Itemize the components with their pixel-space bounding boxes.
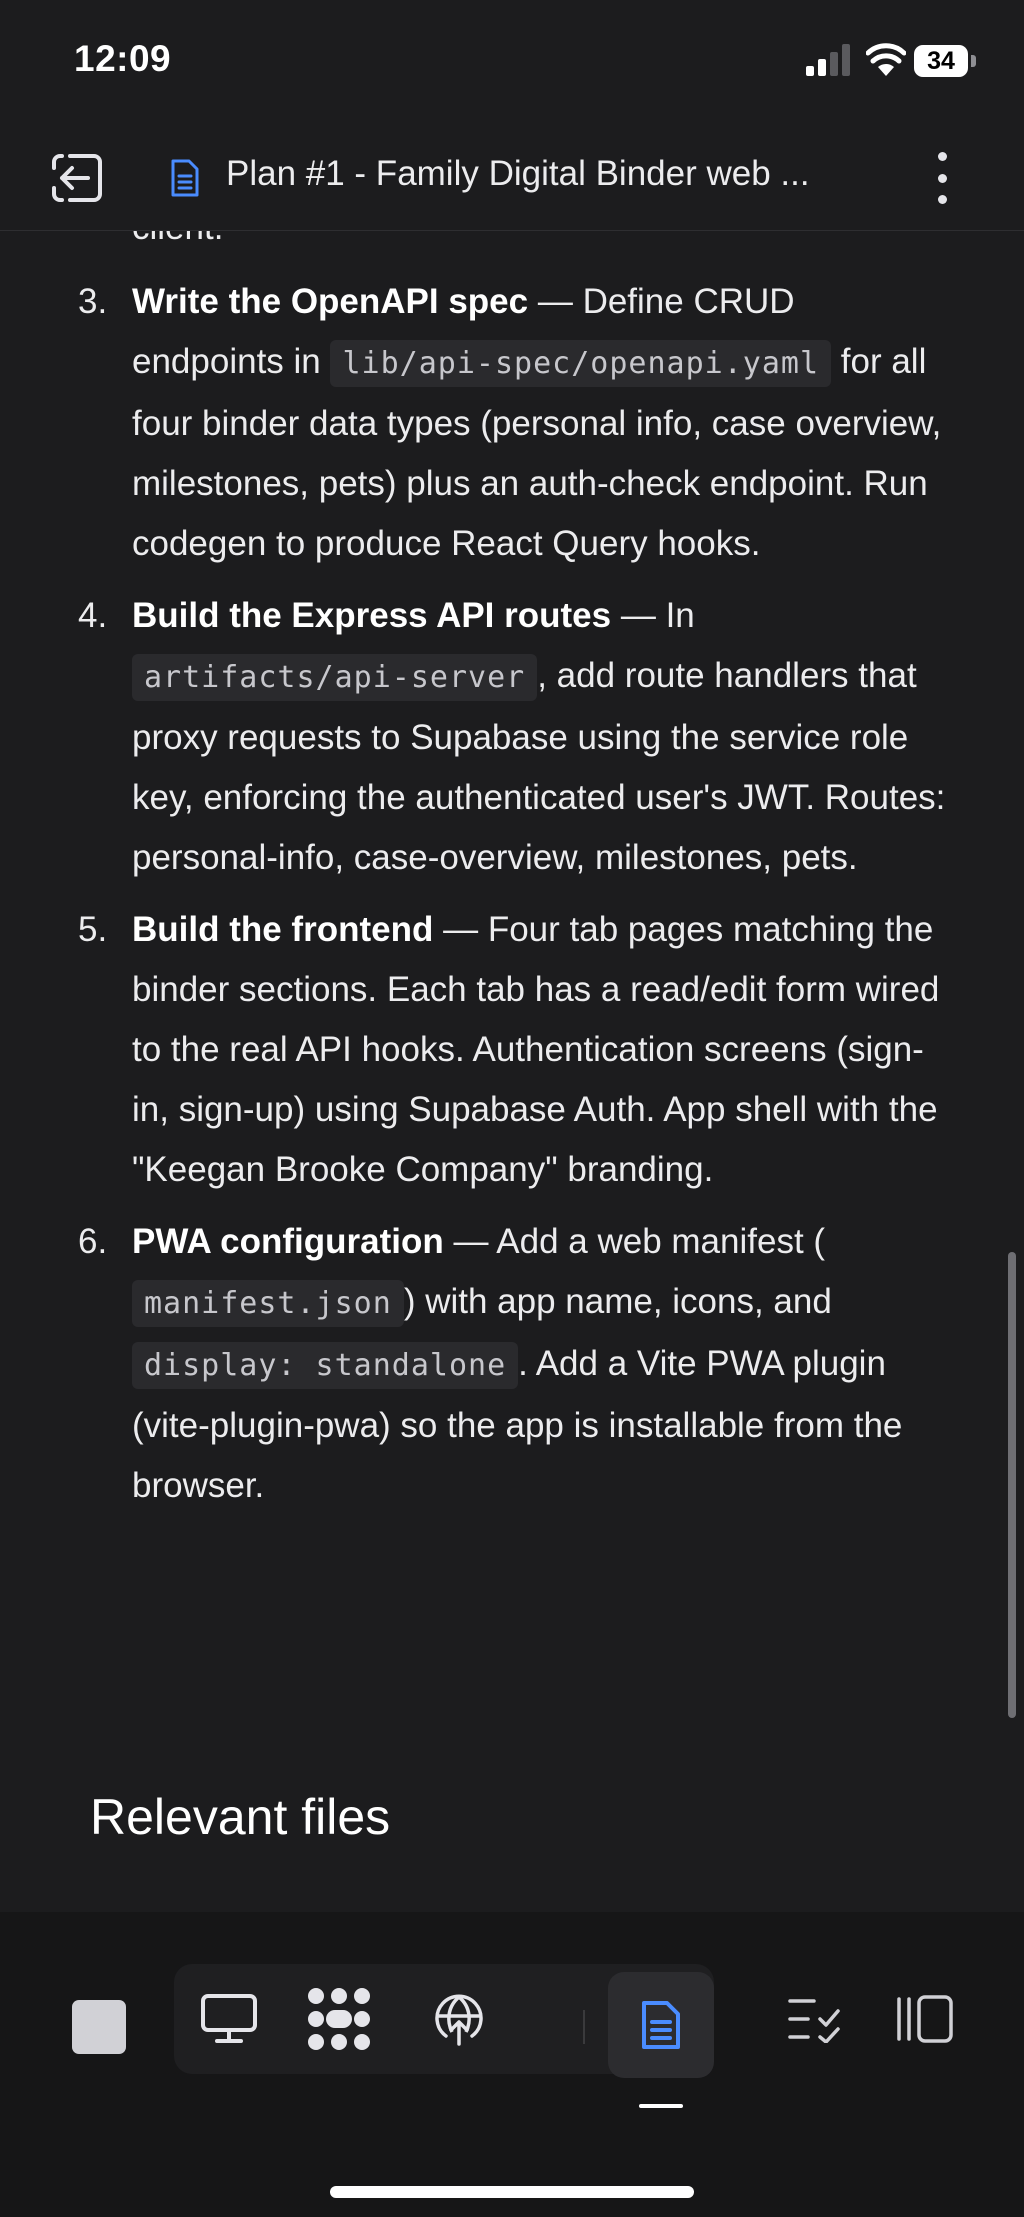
home-indicator [330, 2186, 694, 2198]
status-bar [0, 0, 1024, 118]
step-number: 6. [78, 1222, 108, 1261]
step-text: , add route handlers that proxy requests to Supabase using the service role key, enforcing the authenticated user's JWT. Routes: personal-info, case-overview, milestones, pets. [132, 656, 946, 877]
page-title[interactable]: Plan #1 - Family Digital Binder web ... [226, 154, 810, 193]
stop-button[interactable] [72, 2000, 126, 2054]
checklist-icon [786, 1995, 844, 2043]
inline-code: lib/api-spec/openapi.yaml [330, 340, 831, 387]
tab-preview[interactable] [174, 1964, 284, 2074]
step-title: Build the Express API routes [132, 596, 612, 635]
workflows-icon [306, 1986, 372, 2052]
active-tab-indicator [639, 2104, 683, 2108]
step-title: Write the OpenAPI spec [132, 282, 529, 321]
plan-content[interactable] [0, 200, 1024, 1910]
tab-workflows[interactable] [284, 1964, 394, 2074]
tab-panels[interactable] [870, 1964, 980, 2074]
list-item [0, 900, 952, 1200]
step-separator: — [528, 282, 583, 321]
bottom-toolbar [0, 1912, 1024, 2217]
more-dot [938, 195, 947, 204]
step-separator: — [443, 1222, 497, 1261]
wifi-icon [866, 42, 906, 76]
step-text: . Add a Vite PWA plugin (vite-plugin-pwa) so the app is installable from the browser. [132, 1344, 903, 1505]
step-title: PWA configuration [132, 1222, 444, 1261]
exit-button[interactable] [48, 150, 104, 206]
step-number: 5. [78, 910, 108, 949]
step-title: Build the frontend [132, 910, 434, 949]
step-number: 3. [78, 282, 108, 321]
more-dot [938, 174, 947, 183]
more-options-button[interactable] [928, 148, 956, 208]
step-separator: — [433, 910, 488, 949]
step-separator: — [611, 596, 666, 635]
battery-icon [914, 45, 978, 79]
step-text: for all four binder data types (personal info, case overview, milestones, pets) plus an auth-check endpoint. Run codegen to produce React Query hooks. [132, 342, 942, 563]
list-item [0, 1212, 952, 1516]
exit-icon [48, 150, 104, 206]
scrollbar[interactable] [1008, 1252, 1016, 1718]
list-item [0, 586, 952, 888]
steps-list [0, 272, 1024, 1528]
battery-level: 34 [914, 45, 968, 77]
status-time: 12:09 [74, 38, 172, 79]
step-text: In [665, 596, 695, 635]
tab-network[interactable] [404, 1964, 514, 2074]
step-text: ) with app name, icons, and [403, 1282, 832, 1321]
tab-plan[interactable] [608, 1972, 714, 2078]
document-icon [640, 1999, 682, 2051]
tab-tasks[interactable] [760, 1964, 870, 2074]
inline-code: artifacts/api-server [132, 654, 537, 701]
toolbar-divider [583, 2010, 585, 2044]
step-text: Define CRUD endpoints in [132, 282, 795, 381]
monitor-icon [200, 1993, 258, 2045]
inline-code: display: standalone [132, 1342, 518, 1389]
header [0, 118, 1024, 231]
section-heading: Relevant files [90, 1789, 391, 1845]
step-text: Add a web manifest ( [496, 1222, 826, 1261]
panels-icon [895, 1993, 955, 2045]
list-item [0, 272, 952, 574]
step-number: 4. [78, 596, 108, 635]
step-text: Four tab pages matching the binder sections. Each tab has a read/edit form wired to the real API hooks. Authentication screens (sign-in, sign-up) using Supabase Auth. App shell with the "Keegan Brooke Company" branding. [132, 910, 940, 1189]
document-icon [170, 158, 200, 198]
more-dot [938, 152, 947, 161]
cellular-signal-icon [806, 44, 856, 76]
network-globe-icon [432, 1992, 486, 2046]
inline-code: manifest.json [132, 1280, 404, 1327]
